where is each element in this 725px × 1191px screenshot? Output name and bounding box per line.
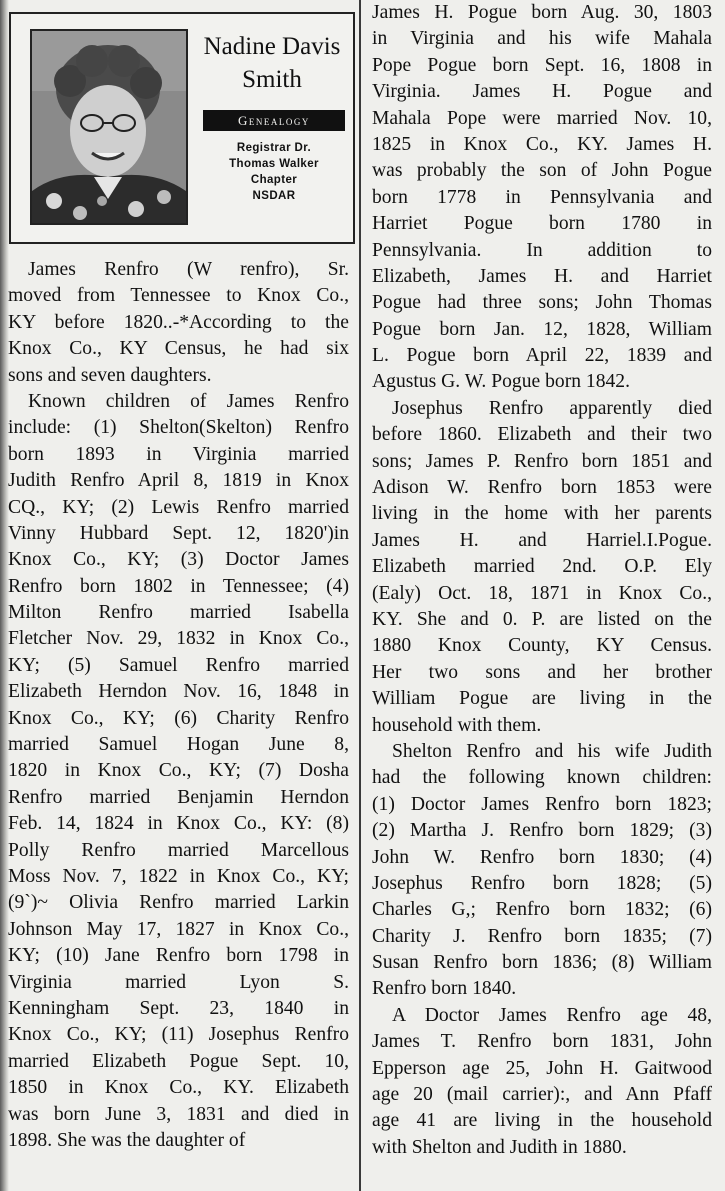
article-line: Pogue born Jan. 12, 1828, William (372, 318, 712, 340)
article-line: Epperson age 25, John H. Gaitwood (372, 1057, 712, 1079)
article-line: Virginia married Lyon S. (8, 971, 349, 993)
article-line: had the following known children: (372, 767, 712, 789)
article-line: Harriet Pogue born 1780 in (372, 213, 712, 235)
article-line: (1) Doctor James Renfro born 1823; (372, 793, 712, 815)
article-line: Pogue had three sons; John Thomas (372, 292, 712, 314)
article-line: KY before 1820..-*According to the (8, 311, 349, 333)
article-line: Renfro married Benjamin Herndon (8, 786, 349, 808)
article-line: Knox Co., KY Census, he had six (8, 338, 349, 360)
article-line: (9`)~ Olivia Renfro married Larkin (8, 892, 349, 914)
article-line: Known children of James Renfro (28, 390, 349, 412)
article-line: Judith Renfro April 8, 1819 in Knox (8, 470, 349, 492)
credit-line: Thomas Walker (229, 158, 319, 170)
credit-line: Chapter (250, 174, 298, 186)
article-line: Virginia. James H. Pogue and (372, 81, 712, 103)
article-line: KY. She and 0. P. are listed on the (372, 608, 712, 630)
article-line: 1825 in Knox Co., KY. James H. (372, 133, 712, 155)
article-line: Pennsylvania. In addition to (372, 239, 712, 261)
article-line: Johnson May 17, 1827 in Knox Co., (8, 918, 349, 940)
article-line: include: (1) Shelton(Skelton) Renfro (8, 417, 349, 439)
article-line: Renfro born 1840. (372, 978, 517, 1000)
article-line: Vinny Hubbard Sept. 12, 1820')in (8, 522, 349, 544)
article-line: married Samuel Hogan June 8, (8, 734, 349, 756)
article-line: A Doctor James Renfro age 48, (392, 1004, 712, 1026)
credit-line: Registrar Dr. (236, 142, 312, 154)
article-line: Her two sons and her brother (372, 661, 712, 683)
article-line: Knox Co., KY; (3) Doctor James (8, 549, 349, 571)
article-line: Charles G,; Renfro born 1832; (6) (372, 899, 712, 921)
article-line: Adison W. Renfro born 1853 were (372, 477, 712, 499)
article-line: Knox Co., KY; (11) Josephus Renfro (8, 1024, 349, 1046)
article-line: age 20 (mail carrier):, and Ann Pfaff (372, 1084, 712, 1106)
article-line: Josephus Renfro apparently died (392, 397, 712, 419)
section-tag: Genealogy (203, 110, 345, 131)
article-line: James Renfro (W renfro), Sr. (28, 259, 349, 280)
article-line: Moss Nov. 7, 1822 in Knox Co., KY; (8, 865, 349, 887)
article-line: L. Pogue born April 22, 1839 and (372, 345, 712, 367)
article-line: (Ealy) Oct. 18, 1871 in Knox Co., (372, 582, 712, 604)
article-line: CQ., KY; (2) Lewis Renfro married (8, 496, 349, 518)
byline-box (9, 12, 355, 244)
article-column-right (372, 0, 712, 1161)
article-line: in Virginia and his wife Mahala (372, 28, 712, 50)
article-line: Knox Co., KY; (6) Charity Renfro (8, 707, 349, 729)
article-line: James H. Pogue born Aug. 30, 1803 (372, 2, 712, 23)
article-line: Shelton Renfro and his wife Judith (392, 740, 712, 762)
article-line: KY; (5) Samuel Renfro married (8, 654, 349, 676)
column-rule (359, 0, 361, 1191)
article-line: Mahala Pope were married Nov. 10, (372, 107, 712, 129)
article-line: Kenningham Sept. 23, 1840 in (8, 997, 349, 1019)
article-line: Susan Renfro born 1836; (8) William (372, 952, 712, 974)
article-line: before 1860. Elizabeth and their two (372, 424, 712, 446)
columnist-name: Nadine Davis Smith (203, 33, 341, 93)
article-line: Milton Renfro married Isabella (8, 602, 349, 624)
article-line: 1820 in Knox Co., KY; (7) Dosha (8, 760, 349, 782)
columnist-credit (197, 140, 351, 204)
article-column-left (8, 257, 349, 1154)
article-line: Elizabeth Herndon Nov. 16, 1848 in (8, 681, 349, 703)
article-line: Elizabeth married 2nd. O.P. Ely (372, 556, 712, 578)
article-line: born 1778 in Pennsylvania and (372, 186, 712, 208)
article-line: sons and seven daughters. (8, 364, 212, 386)
article-line: KY; (10) Jane Renfro born 1798 in (8, 945, 349, 967)
article-line: 1850 in Knox Co., KY. Elizabeth (8, 1077, 349, 1099)
article-line: 1880 Knox County, KY Census. (372, 635, 712, 657)
article-line: sons; James P. Renfro born 1851 and (372, 450, 712, 472)
article-line: John W. Renfro born 1830; (4) (372, 846, 712, 868)
article-line: with Shelton and Judith in 1880. (372, 1136, 627, 1158)
article-line: William Pogue are living in the (372, 688, 712, 710)
article-line: James H. and Harriel.I.Pogue. (372, 529, 712, 551)
article-line: age 41 are living in the household (372, 1110, 712, 1132)
article-line: Polly Renfro married Marcellous (8, 839, 349, 861)
article-line: Fletcher Nov. 29, 1832 in Knox Co., (8, 628, 349, 650)
article-line: Charity J. Renfro born 1835; (7) (372, 925, 712, 947)
article-line: Elizabeth, James H. and Harriet (372, 265, 712, 287)
credit-line: NSDAR (252, 190, 296, 202)
article-line: Renfro born 1802 in Tennessee; (4) (8, 575, 349, 597)
article-line: living in the home with her parents (372, 503, 712, 525)
article-line: 1898. She was the daughter of (8, 1129, 246, 1151)
columnist-photo (30, 29, 188, 225)
article-line: was probably the son of John Pogue (372, 160, 712, 182)
article-line: Pope Pogue born Sept. 16, 1808 in (372, 54, 712, 76)
article-line: Agustus G. W. Pogue born 1842. (372, 371, 630, 393)
article-line: household with them. (372, 714, 542, 736)
article-line: Josephus Renfro born 1828; (5) (372, 872, 712, 894)
article-line: James T. Renfro born 1831, John (372, 1031, 712, 1053)
article-line: moved from Tennessee to Knox Co., (8, 285, 349, 307)
article-line: Feb. 14, 1824 in Knox Co., KY: (8) (8, 813, 349, 835)
article-line: was born June 3, 1831 and died in (8, 1103, 349, 1125)
article-line: (2) Martha J. Renfro born 1829; (3) (372, 820, 712, 842)
article-line: born 1893 in Virginia married (8, 443, 349, 465)
portrait-image (32, 31, 186, 223)
article-line: married Elizabeth Pogue Sept. 10, (8, 1050, 349, 1072)
